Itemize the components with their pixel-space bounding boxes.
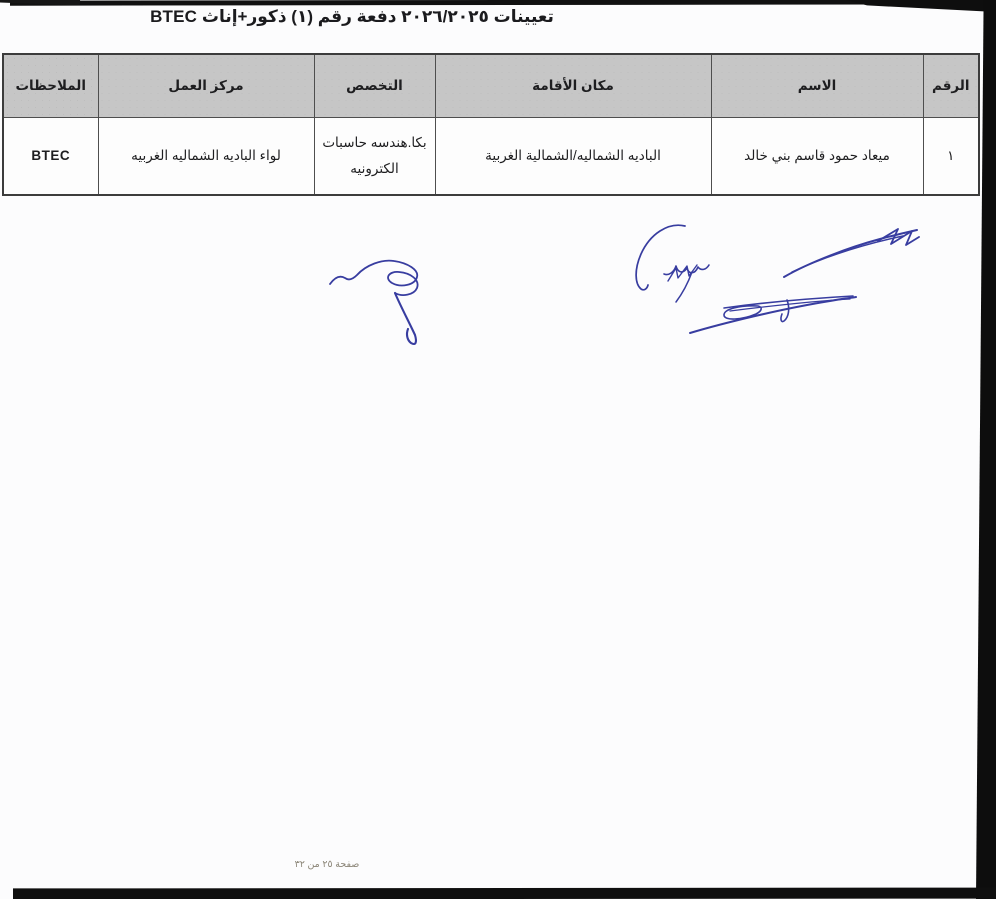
header-notes: الملاحظات (3, 54, 98, 118)
cell-number: ١ (923, 118, 979, 196)
scan-edge-bottom (13, 888, 996, 899)
header-name: الاسم (711, 54, 923, 118)
cell-notes: BTEC (3, 118, 98, 196)
cell-specialization: بكا.هندسه حاسبات الكترونيه (314, 118, 435, 196)
header-number: الرقم (923, 54, 979, 118)
header-work-center: مركز العمل (98, 54, 314, 118)
header-specialization: التخصص (314, 54, 435, 118)
page-number: صفحة ٢٥ من ٣٢ (294, 859, 360, 870)
scan-edge-top-right (846, 0, 996, 12)
header-residence: مكان الأقامة (435, 54, 711, 118)
table-row (3, 118, 979, 196)
document-title: تعيينات ٢٠٢٦/٢٠٢٥ دفعة رقم (١) ذكور+إناث BTEC (150, 7, 554, 26)
signature-flourish-top-right (784, 229, 919, 277)
table-header-row (3, 54, 979, 118)
scan-edge-top (10, 0, 996, 6)
cell-name: ميعاد حمود قاسم بني خالد (711, 118, 923, 196)
appointments-table (2, 53, 980, 196)
signature-c-initial (636, 225, 709, 302)
signature-flourish-bottom-right (690, 296, 856, 333)
cell-residence: الباديه الشماليه/الشمالية الغربية (435, 118, 711, 196)
signature-small-center (330, 261, 418, 344)
cell-work-center: لواء الباديه الشماليه الغربيه (98, 118, 314, 196)
